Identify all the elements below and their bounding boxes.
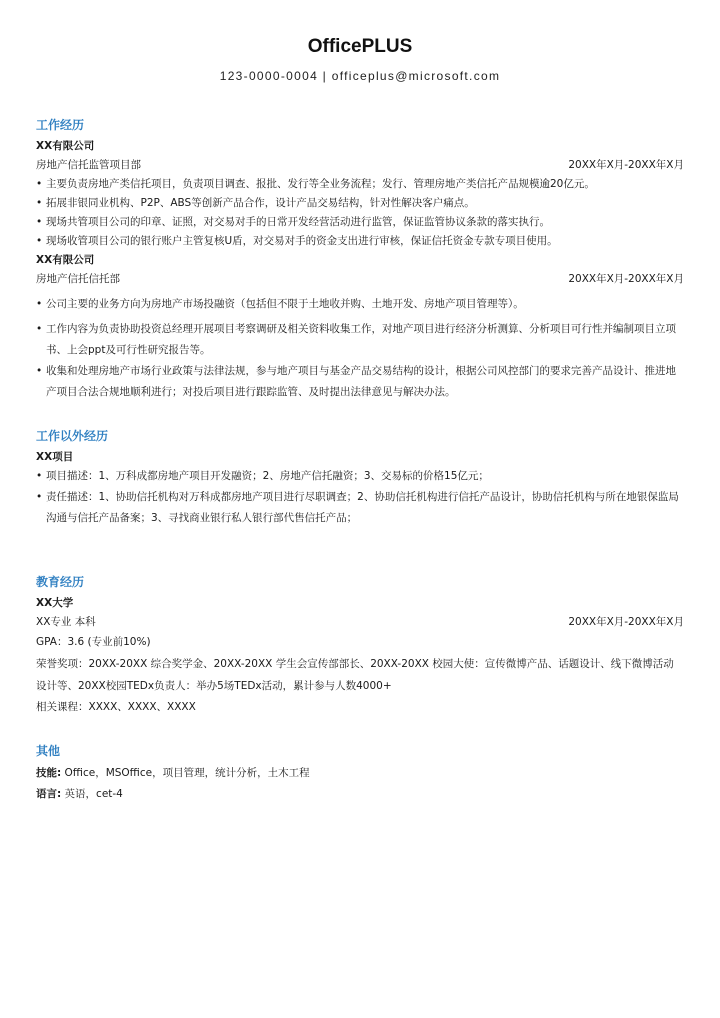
company-name: XX有限公司 bbox=[36, 140, 95, 152]
gpa: GPA：3.6 (专业前10%) bbox=[36, 636, 151, 648]
section-title-extra: 工作以外经历 bbox=[36, 429, 109, 443]
contact-info: 123-0000-0004 | officeplus@microsoft.com bbox=[219, 69, 501, 83]
job-bullets bbox=[36, 175, 684, 251]
education-section bbox=[36, 573, 684, 718]
job-meta-row bbox=[36, 155, 684, 175]
school-name: XX大学 bbox=[36, 597, 74, 609]
bullet-item: • 主要负责房地产类信托项目，负责项目调查、报批、发行等全业务流程；发行、管理房地产类信托产品规模逾20亿元。 bbox=[36, 175, 684, 194]
bullet-item: • 责任描述：1、协助信托机构对万科成都房地产项目进行尽职调查；2、协助信托机构进行信托产品设计，协助信托机构与所在地银保监局沟通与信托产品备案；3、寻找商业银行私人银行部代售信托产品； bbox=[36, 487, 684, 529]
department: 房地产信托监管项目部 bbox=[36, 159, 141, 171]
candidate-name: OfficePLUS bbox=[307, 36, 413, 57]
department: 房地产信托信托部 bbox=[36, 273, 120, 285]
date-range: 20XX年X月-20XX年X月 bbox=[568, 273, 684, 285]
section-title-other: 其他 bbox=[36, 744, 61, 758]
section-title-work: 工作经历 bbox=[36, 118, 85, 132]
bullet-item: • 现场收管项目公司的银行账户主管复核U盾，对交易对手的资金支出进行审核，保证信托资金专款专项目使用。 bbox=[36, 232, 684, 251]
language-value: 英语，cet-4 bbox=[64, 788, 123, 800]
job-entry bbox=[36, 137, 684, 251]
section-title-education: 教育经历 bbox=[36, 575, 85, 589]
job-meta-row bbox=[36, 269, 684, 289]
date-range: 20XX年X月-20XX年X月 bbox=[568, 159, 684, 171]
skills-value: Office，MSOffice，项目管理，统计分析，土木工程 bbox=[64, 767, 310, 779]
resume-content bbox=[36, 110, 684, 805]
job-entry bbox=[36, 251, 684, 403]
company-name: XX有限公司 bbox=[36, 254, 95, 266]
language-label: 语言: bbox=[36, 788, 62, 800]
education-meta-row bbox=[36, 612, 684, 632]
project-name: XX项目 bbox=[36, 451, 74, 463]
work-section bbox=[36, 116, 684, 403]
other-section bbox=[36, 742, 684, 805]
extra-section bbox=[36, 427, 684, 529]
date-range: 20XX年X月-20XX年X月 bbox=[568, 616, 684, 628]
courses: 相关课程：XXXX、XXXX、XXXX bbox=[36, 701, 196, 713]
major: XX专业 本科 bbox=[36, 616, 96, 628]
project-bullets bbox=[36, 466, 684, 529]
bullet-item: • 现场共管项目公司的印章、证照，对交易对手的日常开发经营活动进行监管，保证监管协议条款的落实执行。 bbox=[36, 213, 684, 232]
language-line bbox=[36, 784, 684, 805]
bullet-item: • 工作内容为负责协助投资总经理开展项目考察调研及相关资料收集工作，对地产项目进行经济分析测算、分析项目可行性并编制项目立项书、上会ppt及可行性研究报告等。 bbox=[36, 319, 684, 361]
bullet-item: • 拓展非银同业机构、P2P、ABS等创新产品合作，设计产品交易结构，针对性解决客户痛点。 bbox=[36, 194, 684, 213]
bullet-item: • 公司主要的业务方向为房地产市场投融资（包括但不限于土地收并购、土地开发、房地产项目管理等）。 bbox=[36, 295, 684, 314]
bullet-item: • 收集和处理房地产市场行业政策与法律法规，参与地产项目与基金产品交易结构的设计，根据公司风控部门的要求完善产品设计、推进地产项目合法合规地顺利进行；对投后项目进行跟踪监管、及时提出法律意见与解决办法。 bbox=[36, 361, 684, 403]
honors: 荣誉奖项：20XX-20XX 综合奖学金、20XX-20XX 学生会宣传部部长、20XX-20XX 校园大使：宣传微博产品、话题设计、线下微博活动设计等、20XX校园TEDx负责人：举办5场TEDx活动，累计参与人数4000+ bbox=[36, 658, 674, 692]
bullet-item: • 项目描述：1、万科成都房地产项目开发融资；2、房地产信托融资；3、交易标的价格15亿元； bbox=[36, 466, 684, 487]
job-bullets bbox=[36, 295, 684, 403]
skills-line bbox=[36, 763, 684, 784]
skills-label: 技能: bbox=[36, 767, 62, 779]
